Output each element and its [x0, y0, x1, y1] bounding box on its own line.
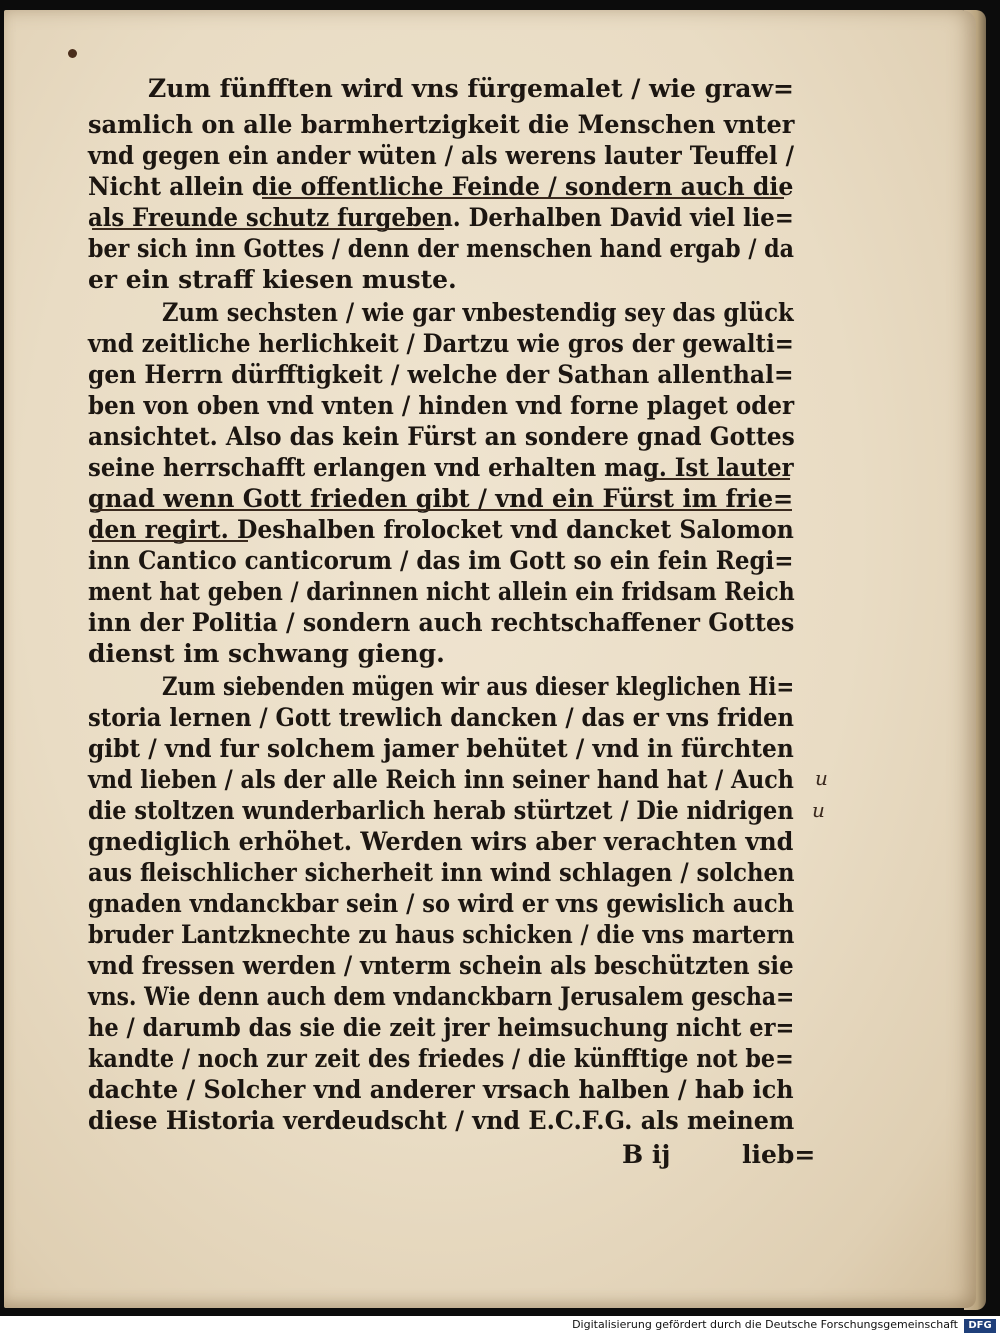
text-line: dachte / Solcher vnd anderer vrsach halben / hab ich: [88, 1075, 794, 1104]
catchword: lieb=: [742, 1140, 816, 1169]
text-line: den regirt. Deshalben frolocket vnd dancket Salomon: [88, 515, 794, 544]
text-line: ment hat geben / darinnen nicht allein ein fridsam Reich: [88, 577, 795, 606]
text-line: als Freunde schutz furgeben. Derhalben David viel lie=: [88, 203, 794, 232]
text-line: gibt / vnd fur solchem jamer behütet / vnd in fürchten: [88, 734, 794, 763]
dfg-logo: DFG: [964, 1319, 996, 1333]
signature-mark: B ij: [622, 1140, 671, 1169]
text-line: vnd zeitliche herlichkeit / Dartzu wie gros der gewalti=: [88, 329, 794, 358]
text-line: die stoltzen wunderbarlich herab stürtzet / Die nidrigen: [88, 796, 794, 825]
underline-mark: [262, 197, 784, 199]
text-line: ansichtet. Also das kein Fürst an sondere gnad Gottes: [88, 422, 795, 451]
text-line: ben von oben vnd vnten / hinden vnd forne plaget oder: [88, 391, 795, 420]
text-line: gnad wenn Gott frieden gibt / vnd ein Fürst im frie=: [88, 484, 794, 513]
text-line: kandte / noch zur zeit des friedes / die künfftige not be=: [88, 1044, 794, 1073]
text-line: vnd gegen ein ander wüten / als werens lauter Teuffel /: [88, 141, 794, 170]
margin-annotation: u: [812, 798, 825, 822]
text-line: vnd lieben / als der alle Reich inn seiner hand hat / Auch: [88, 765, 794, 794]
underline-mark: [92, 540, 248, 542]
text-line: inn der Politia / sondern auch rechtschaffener Gottes: [88, 608, 795, 637]
text-line: Zum siebenden mügen wir aus dieser kleglichen Hi=: [162, 672, 795, 701]
text-line: vnd fressen werden / vnterm schein als beschützten sie: [88, 951, 794, 980]
text-line: bruder Lantzknechte zu haus schicken / die vns martern: [88, 920, 795, 949]
text-line: er ein straff kiesen muste.: [88, 265, 457, 294]
text-line: ber sich inn Gottes / denn der menschen hand ergab / da: [88, 234, 794, 263]
text-line: samlich on alle barmhertzigkeit die Menschen vnter: [88, 110, 795, 139]
ink-stain: [68, 49, 77, 58]
margin-annotation: u: [815, 766, 828, 790]
underline-mark: [648, 478, 790, 480]
text-line: diese Historia verdeudscht / vnd E.C.F.G. als meinem: [88, 1106, 795, 1135]
text-line: vns. Wie denn auch dem vndanckbarn Jerusalem gescha=: [88, 982, 795, 1011]
underline-mark: [92, 228, 444, 230]
text-line: aus fleischlicher sicherheit inn wind schlagen / solchen: [88, 858, 795, 887]
text-line: gnaden vndanckbar sein / so wird er vns gewislich auch: [88, 889, 795, 918]
text-line: dienst im schwang gieng.: [88, 639, 445, 668]
text-line: Zum sechsten / wie gar vnbestendig sey das glück: [162, 298, 794, 327]
text-line: he / darumb das sie die zeit jrer heimsuchung nicht er=: [88, 1013, 795, 1042]
text-line: Zum fünfften wird vns fürgemalet / wie graw=: [148, 74, 794, 103]
text-line: gen Herrn dürfftigkeit / welche der Sathan allenthal=: [88, 360, 794, 389]
text-line: seine herrschafft erlangen vnd erhalten mag. Ist lauter: [88, 453, 794, 482]
text-line: Nicht allein die offentliche Feinde / sondern auch die: [88, 172, 794, 201]
underline-mark: [92, 509, 792, 511]
text-line: storia lernen / Gott trewlich dancken / das er vns friden: [88, 703, 794, 732]
footer-credit: Digitalisierung gefördert durch die Deutsche Forschungsgemeinschaft: [572, 1318, 958, 1331]
text-line: gnediglich erhöhet. Werden wirs aber verachten vnd: [88, 827, 794, 856]
text-line: inn Cantico canticorum / das im Gott so ein fein Regi=: [88, 546, 794, 575]
